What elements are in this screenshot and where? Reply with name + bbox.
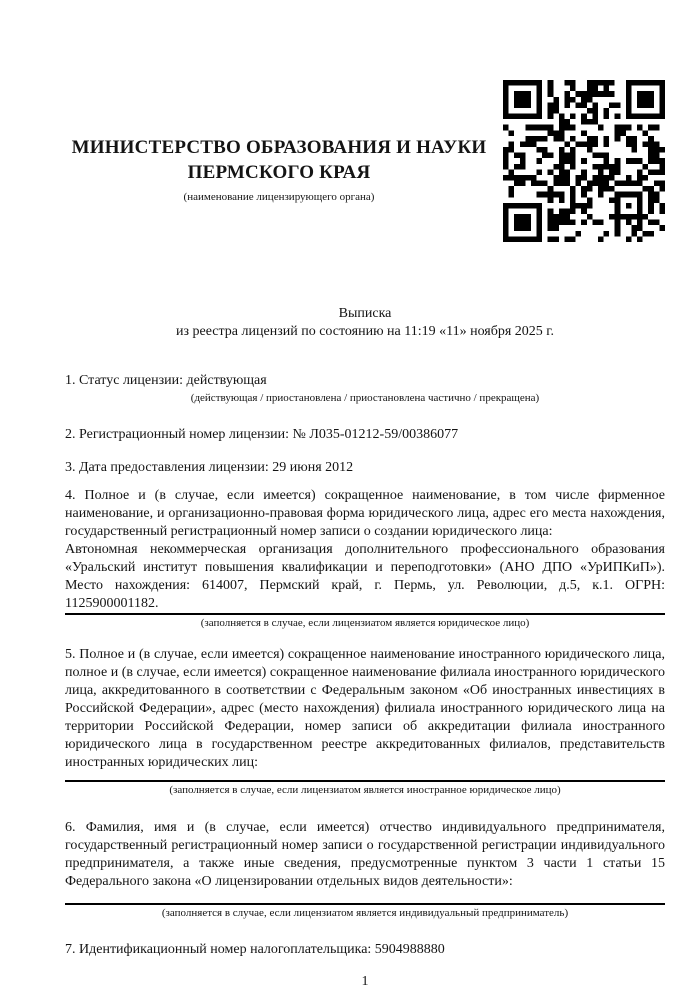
item-individual-entrepreneur: [65, 819, 665, 920]
item-license-status: [65, 372, 665, 405]
item-legal-entity: [65, 487, 665, 630]
authority-caption: (наименование лицензирующего органа): [183, 191, 375, 203]
licensing-authority: [65, 80, 493, 204]
item-legal-entity-value: Автономная некоммерческая организация дополнительного профессионального образования «Уральский институт повышения квалификации и переподготовки» (АНО ДПО «УрИПКиП»). Место нахождения: 614007, Пермский край, г. Пермь, ул. Революции, д.5, к.1. ОГРН: 1125900001182.: [65, 542, 665, 611]
item-individual-entrepreneur-text: 6. Фамилия, имя и (в случае, если имеется) отчество индивидуального предпринимателя, государственный регистрационный номер записи о государственной регистрации индивидуального предпринимателя, а также иные сведения, предусмотренные пунктом 3 части 1 статьи 15 Федерального закона «О лицензировании отдельных видов деятельности»:: [65, 820, 665, 889]
item-taxpayer-number: [65, 941, 665, 959]
fill-in-line: [65, 780, 665, 782]
item-foreign-entity-hint: (заполняется в случае, если лицензиатом является иностранное юридическое лицо): [169, 784, 561, 796]
document-header: [65, 0, 665, 242]
page-number: 1: [361, 974, 369, 989]
fill-in-line: [65, 613, 665, 615]
qr-code-icon: [503, 80, 665, 242]
title-line1: Выписка: [338, 306, 392, 321]
fill-in-line: [65, 903, 665, 905]
item-license-status-hint: (действующая / приостановлена / приостановлена частично / прекращена): [190, 392, 540, 404]
item-grant-date-text: 3. Дата предоставления лицензии: 29 июня 2012: [65, 460, 354, 475]
item-foreign-entity-text: 5. Полное и (в случае, если имеется) сокращенное наименование иностранного юридического лица, полное и (в случае, если имеется) сокращенное наименование филиала иностранного юридического лица, аккредитованного в соответствии с Федеральным законом «Об иностранных инвестициях в Российской Федерации», адрес (место нахождения) филиала иностранного юридического лица на территории Российской Федерации, номер записи об аккредитации филиала иностранного юридического лица в государственном реестре аккредитованных филиалов, представительств иностранных юридических лиц:: [65, 647, 665, 770]
item-registration-number: [65, 426, 665, 444]
item-grant-date: [65, 459, 665, 477]
item-individual-entrepreneur-hint: (заполняется в случае, если лицензиатом является индивидуальный предприниматель): [161, 907, 569, 919]
item-foreign-entity: [65, 646, 665, 797]
item-taxpayer-number-text: 7. Идентификационный номер налогоплательщика: 5904988880: [65, 942, 445, 957]
item-legal-entity-text: 4. Полное и (в случае, если имеется) сокращенное наименование, в том числе фирменное наименование, и организационно-правовая форма юридического лица, адрес его места нахождения, государственный регистрационный номер записи о создании юридического лица:: [65, 488, 665, 539]
item-registration-number-text: 2. Регистрационный номер лицензии: № Л035-01212-59/00386077: [65, 427, 459, 442]
title-line2: из реестра лицензий по состоянию на 11:19 «11» ноября 2025 г.: [176, 324, 554, 339]
item-license-status-text: 1. Статус лицензии: действующая: [65, 373, 267, 388]
document-title: [65, 305, 665, 341]
authority-name-line2: ПЕРМСКОГО КРАЯ: [187, 162, 371, 183]
item-legal-entity-hint: (заполняется в случае, если лицензиатом является юридическое лицо): [200, 617, 530, 629]
authority-name-line1: МИНИСТЕРСТВО ОБРАЗОВАНИЯ И НАУКИ: [71, 137, 487, 158]
